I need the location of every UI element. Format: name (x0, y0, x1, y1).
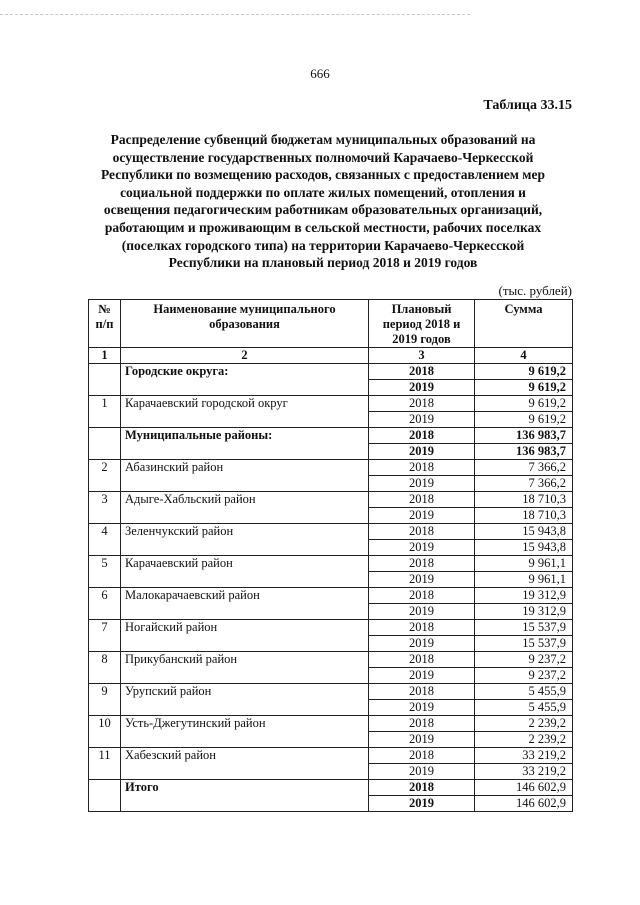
table-row (89, 428, 573, 444)
sum-value: 146 602,9 (475, 796, 573, 812)
municipality-name: Хабезский район (121, 748, 369, 780)
sum-value: 19 312,9 (475, 588, 573, 604)
table-row (89, 716, 573, 732)
period-year: 2018 (369, 524, 475, 540)
scan-top-line (0, 14, 470, 15)
row-number (89, 780, 121, 812)
title-line: Республики по возмещению расходов, связанных с предоставлением мер (100, 167, 545, 183)
sum-value: 9 237,2 (475, 652, 573, 668)
period-year: 2019 (369, 796, 475, 812)
table-row (89, 460, 573, 476)
sum-value: 19 312,9 (475, 604, 573, 620)
sum-value: 15 537,9 (475, 636, 573, 652)
sum-value: 146 602,9 (475, 780, 573, 796)
row-number: 10 (89, 716, 121, 748)
table-row (89, 396, 573, 412)
table-row (89, 748, 573, 764)
sum-value: 9 619,2 (475, 364, 573, 380)
header-sum: Сумма (475, 300, 573, 348)
period-year: 2018 (369, 620, 475, 636)
title-line: освещения педагогическим работникам образовательных организаций, (103, 202, 543, 218)
index-cell: 3 (369, 348, 475, 364)
sum-value: 15 537,9 (475, 620, 573, 636)
period-year: 2018 (369, 780, 475, 796)
period-year: 2019 (369, 476, 475, 492)
sum-value: 15 943,8 (475, 540, 573, 556)
period-year: 2018 (369, 492, 475, 508)
period-year: 2019 (369, 764, 475, 780)
period-year: 2018 (369, 652, 475, 668)
table-header-row (89, 300, 573, 348)
period-year: 2019 (369, 380, 475, 396)
period-year: 2018 (369, 460, 475, 476)
table-row (89, 652, 573, 668)
title-line: социальной поддержки по оплате жилых помещений, отопления и (120, 184, 526, 200)
page-number: 666 (310, 66, 330, 81)
period-year: 2019 (369, 732, 475, 748)
row-number (89, 428, 121, 460)
row-number: 8 (89, 652, 121, 684)
sum-value: 18 710,3 (475, 508, 573, 524)
period-year: 2018 (369, 716, 475, 732)
period-year: 2018 (369, 556, 475, 572)
period-year: 2018 (369, 684, 475, 700)
index-cell: 2 (121, 348, 369, 364)
title-line: Республики на плановый период 2018 и 2019 годов (168, 255, 478, 271)
index-cell: 4 (475, 348, 573, 364)
period-year: 2019 (369, 604, 475, 620)
sum-value: 136 983,7 (475, 428, 573, 444)
period-year: 2018 (369, 364, 475, 380)
row-number: 1 (89, 396, 121, 428)
table-row (89, 620, 573, 636)
period-year: 2019 (369, 572, 475, 588)
period-year: 2019 (369, 636, 475, 652)
header-name: Наименование муниципального образования (121, 300, 369, 348)
row-number: 4 (89, 524, 121, 556)
row-number (89, 364, 121, 396)
sum-value: 33 219,2 (475, 748, 573, 764)
row-number: 2 (89, 460, 121, 492)
municipality-name: Итого (121, 780, 369, 812)
sum-value: 5 455,9 (475, 684, 573, 700)
sum-value: 9 619,2 (475, 396, 573, 412)
period-year: 2019 (369, 444, 475, 460)
sum-value: 9 961,1 (475, 556, 573, 572)
sum-value: 15 943,8 (475, 524, 573, 540)
sum-value: 136 983,7 (475, 444, 573, 460)
period-year: 2018 (369, 588, 475, 604)
index-cell: 1 (89, 348, 121, 364)
municipality-name: Муниципальные районы: (121, 428, 369, 460)
municipality-name: Усть-Джегутинский район (121, 716, 369, 748)
municipality-name: Малокарачаевский район (121, 588, 369, 620)
municipality-name: Абазинский район (121, 460, 369, 492)
table-row (89, 588, 573, 604)
row-number: 5 (89, 556, 121, 588)
table-row (89, 556, 573, 572)
municipality-name: Прикубанский район (121, 652, 369, 684)
municipality-name: Урупский район (121, 684, 369, 716)
sum-value: 9 961,1 (475, 572, 573, 588)
column-index-row (89, 348, 573, 364)
sum-value: 7 366,2 (475, 460, 573, 476)
table-row (89, 492, 573, 508)
title-line: работающим и проживающим в сельской местности, рабочих поселках (104, 219, 542, 235)
municipality-name: Адыге-Хабльский район (121, 492, 369, 524)
period-year: 2019 (369, 540, 475, 556)
period-year: 2018 (369, 748, 475, 764)
sum-value: 9 619,2 (475, 412, 573, 428)
table-row (89, 364, 573, 380)
municipality-name: Зеленчукский район (121, 524, 369, 556)
sum-value: 9 237,2 (475, 668, 573, 684)
sum-value: 18 710,3 (475, 492, 573, 508)
table-label: Таблица 33.15 (483, 98, 572, 113)
subvention-table (88, 299, 573, 812)
municipality-name: Городские округа: (121, 364, 369, 396)
row-number: 11 (89, 748, 121, 780)
municipality-name: Ногайский район (121, 620, 369, 652)
title-line: осуществление государственных полномочий Карачаево-Черкесской (112, 149, 534, 165)
sum-value: 33 219,2 (475, 764, 573, 780)
header-period: Плановый период 2018 и 2019 годов (369, 300, 475, 348)
period-year: 2019 (369, 668, 475, 684)
row-number: 9 (89, 684, 121, 716)
header-num: № п/п (89, 300, 121, 348)
period-year: 2019 (369, 508, 475, 524)
table-row (89, 780, 573, 796)
table-row (89, 684, 573, 700)
sum-value: 9 619,2 (475, 380, 573, 396)
sum-value: 5 455,9 (475, 700, 573, 716)
units-note: (тыс. рублей) (498, 283, 572, 298)
document-title (88, 131, 558, 272)
period-year: 2019 (369, 700, 475, 716)
title-line: Распределение субвенций бюджетам муниципальных образований на (110, 132, 536, 147)
period-year: 2018 (369, 396, 475, 412)
sum-value: 7 366,2 (475, 476, 573, 492)
sum-value: 2 239,2 (475, 732, 573, 748)
sum-value: 2 239,2 (475, 716, 573, 732)
municipality-name: Карачаевский городской округ (121, 396, 369, 428)
row-number: 7 (89, 620, 121, 652)
row-number: 3 (89, 492, 121, 524)
period-year: 2018 (369, 428, 475, 444)
municipality-name: Карачаевский район (121, 556, 369, 588)
table-row (89, 524, 573, 540)
title-line: (поселках городского типа) на территории Карачаево-Черкесской (121, 237, 525, 253)
period-year: 2019 (369, 412, 475, 428)
row-number: 6 (89, 588, 121, 620)
